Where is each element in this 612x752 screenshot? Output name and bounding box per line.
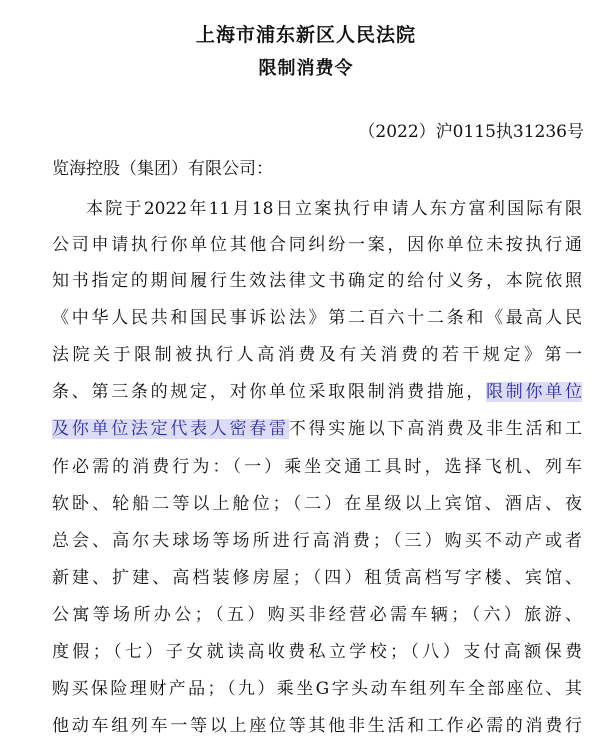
body-line-2: 公司申请执行你单位其他合同纠纷一案，因你单位未按执行通 — [52, 235, 582, 255]
body-line-1: 本院于2022年11月18日立案执行申请人东方富利国际有限 — [86, 199, 582, 219]
body-line-6 — [52, 376, 582, 408]
body-line-7-text: 不得实施以下高消费及非生活和工 — [288, 419, 583, 439]
body-line-4: 《中华人民共和国民事诉讼法》第二百六十二条和《最高人民 — [52, 308, 582, 328]
body-line-5: 法院关于限制被执行人高消费及有关消费的若干规定》第一 — [52, 345, 582, 365]
body-line-9: 软卧、轮船二等以上舱位；（二）在星级以上宾馆、酒店、夜 — [52, 494, 582, 514]
body-line-3: 知书指定的期间履行生效法律文书确定的给付义务，本院依照 — [52, 271, 582, 291]
highlight-legal-representative[interactable]: 及你单位法定代表人密春雷 — [52, 419, 289, 439]
body-line-7 — [52, 413, 582, 445]
recipient-line: 览海控股（集团）有限公司： — [52, 159, 273, 179]
body-line-8: 作必需的消费行为：（一）乘坐交通工具时，选择飞机、列车 — [52, 457, 582, 477]
body-line-13: 度假；（七）子女就读高收费私立学校；（八）支付高额保费 — [52, 642, 582, 662]
highlight-restriction[interactable]: 限制你单位 — [486, 382, 583, 402]
document-title: 限制消费令 — [258, 58, 354, 79]
body-line-14: 购买保险理财产品；（九）乘坐G字头动车组列车全部座位、其 — [52, 679, 582, 699]
body-line-10: 总会、高尔夫球场等场所进行高消费；（三）购买不动产或者 — [52, 531, 582, 551]
body-line-15: 他动车组列车一等以上座位等其他非生活和工作必需的消费行 — [52, 716, 582, 736]
body-line-6-text: 条、第三条的规定，对你单位采取限制消费措施， — [52, 382, 487, 402]
body-line-11: 新建、扩建、高档装修房屋；（四）租赁高档写字楼、宾馆、 — [52, 568, 582, 588]
court-name: 上海市浦东新区人民法院 — [195, 24, 416, 46]
case-number: （2022）沪0115执31236号 — [358, 122, 584, 142]
body-line-12: 公寓等场所办公；（五）购买非经营必需车辆；（六）旅游、 — [52, 605, 582, 625]
